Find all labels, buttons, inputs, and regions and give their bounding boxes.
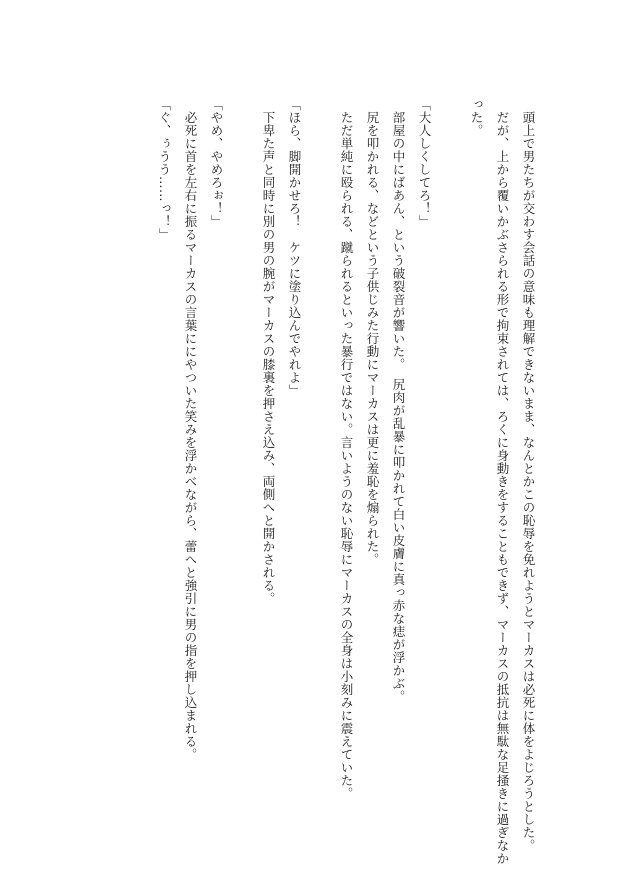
text-line: だが、上から覆いかぶさられる形で拘束されては、ろくに身動きをすることもできず、マーカスの抵抗は無駄な足掻きに過ぎなか: [495, 98, 510, 865]
dialogue-line: 「ぐ、ぅうう……っ！」: [157, 98, 172, 241]
text-line: 尻を叩かれる、などという子供じみた行動にマーカスは更に羞恥を煽られた。: [365, 98, 380, 566]
text-line: 下卑た声と同時に別の男の腕がマーカスの膝裏を押さえ込み、両側へと開かされる。: [261, 98, 276, 605]
blank-line: [229, 98, 255, 798]
text-line: ただ単純に殴られる、蹴られるといった暴行ではない。言いようのない恥辱にマーカスの全身は小刻みに震えていた。: [339, 98, 354, 800]
blank-line: [307, 98, 333, 798]
text-line: 必死に首を左右に振るマーカスの言葉ににやついた笑みを浮かべながら、蕾へと強引に男の指を押し込まれる。: [183, 98, 198, 761]
text-line: った。: [469, 98, 484, 137]
text-line: 頭上で男たちが交わす会話の意味も理解できないまま、なんとかこの恥辱を免れようとマーカスは必死に体をよじろうとした。: [521, 98, 536, 852]
vertical-text-body: [151, 98, 541, 865]
dialogue-line: 「ほら、脚開かせろ！ ケツに塗り込んでやれよ」: [287, 98, 302, 397]
dialogue-line: 「やめ、やめろぉ！」: [209, 98, 224, 228]
text-line: 部屋の中にばあん、という破裂音が響いた。 尻肉が乱暴に叩かれて白い皮膚に真っ赤な痣が浮かぶ。: [391, 98, 406, 703]
blank-line: [437, 98, 463, 798]
dialogue-line: 「大人しくしてろ！」: [417, 98, 432, 228]
